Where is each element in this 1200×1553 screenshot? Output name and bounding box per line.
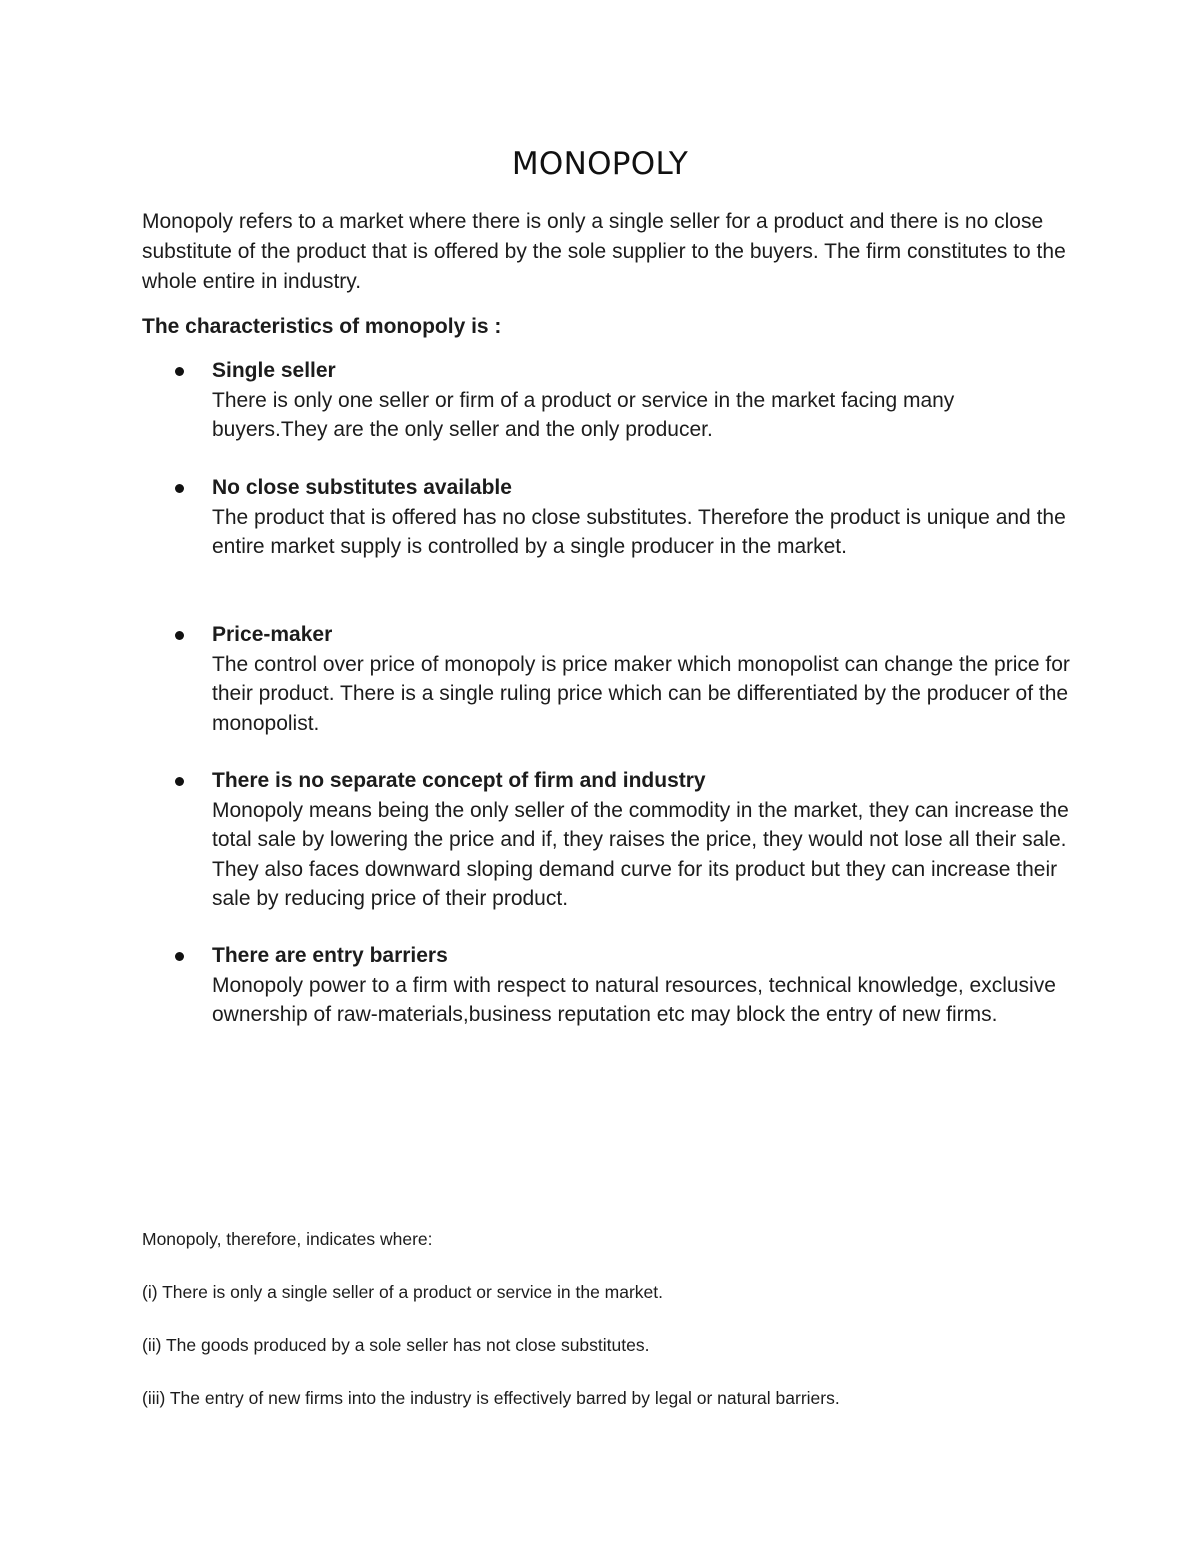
bullet-icon [175, 631, 184, 640]
characteristic-heading: Price-maker [212, 623, 333, 646]
characteristic-body: The product that is offered has no close substitutes. Therefore the product is unique and the entire market supply is controlled by a single producer in the market. [212, 505, 1066, 558]
bullet-icon [175, 484, 184, 493]
bullet-icon [175, 777, 184, 786]
characteristic-body: Monopoly power to a firm with respect to natural resources, technical knowledge, exclusive ownership of raw-materials,business reputation etc may block the entry of new firms. [212, 973, 1056, 1026]
summary-point: (iii) The entry of new firms into the industry is effectively barred by legal or natural barriers. [142, 1388, 840, 1408]
bullet-icon [175, 952, 184, 961]
characteristic-body: There is only one seller or firm of a product or service in the market facing many buyers.They are the only seller and the only producer. [212, 388, 955, 441]
characteristic-heading: No close substitutes available [212, 476, 512, 499]
characteristic-heading: There is no separate concept of firm and industry [212, 769, 706, 792]
characteristic-heading: There are entry barriers [212, 944, 448, 967]
document-title: MONOPOLY [511, 146, 689, 182]
summary-point: (i) There is only a single seller of a product or service in the market. [142, 1282, 664, 1302]
characteristic-body: Monopoly means being the only seller of the commodity in the market, they can increase the total sale by lowering the price and if, they raises the price, they would not lose all their sale. They also faces downward sloping demand curve for its product but they can increase their sale by reducing price of their product. [212, 798, 1069, 910]
summary-point: (ii) The goods produced by a sole seller has not close substitutes. [142, 1335, 650, 1355]
summary-intro: Monopoly, therefore, indicates where: [142, 1229, 433, 1249]
bullet-icon [175, 367, 184, 376]
characteristic-heading: Single seller [212, 359, 336, 382]
characteristics-heading: The characteristics of monopoly is : [142, 315, 502, 338]
intro-paragraph: Monopoly refers to a market where there is only a single seller for a product and there is no close substitute of the product that is offered by the sole supplier to the buyers. The firm constitutes to the whole entire in industry. [142, 210, 1066, 293]
characteristic-body: The control over price of monopoly is price maker which monopolist can change the price for their product. There is a single ruling price which can be differentiated by the producer of the monopolist. [212, 652, 1070, 735]
